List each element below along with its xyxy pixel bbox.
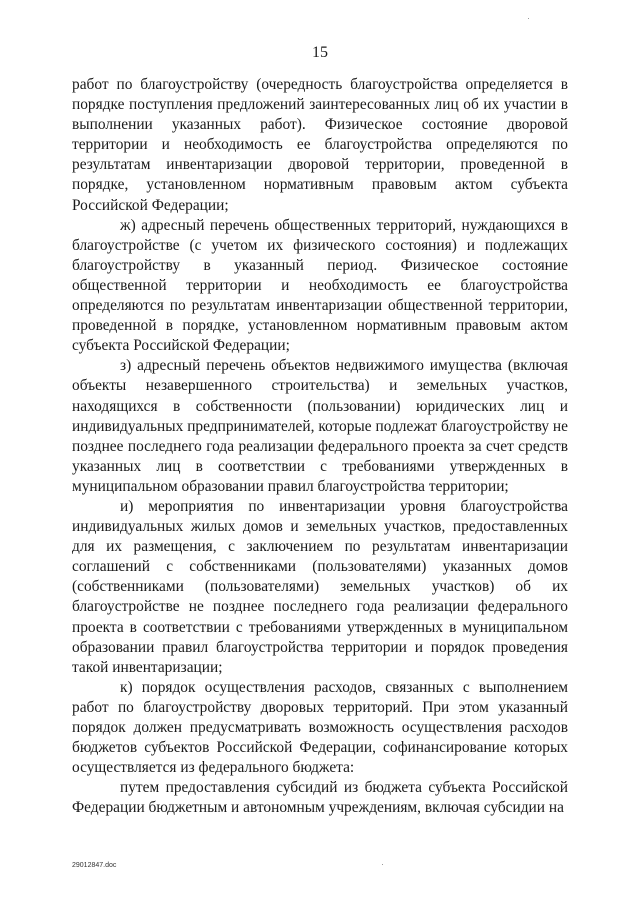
paragraph-zh: ж) адресный перечень общественных территорий, нуждающихся в благоустройстве (с учетом их физического состояния) и подлежащих благоустройству в указанный период. Физическое состояние общественной территории и необходимость ее благоустройства определяются по результатам инвентаризации общественной территории, проведенной в порядке, установленном нормативным правовым актом субъекта Российской Федерации;: [72, 216, 568, 355]
footer-doc-id: 29012847.doc: [72, 862, 117, 869]
paragraph-k: к) порядок осуществления расходов, связанных с выполнением работ по благоустройству дворовых территорий. При этом указанный порядок должен предусматривать возможность осуществления расходов бюджетов субъектов Российской Федерации, софинансирование которых осуществляется из федерального бюджета:: [72, 678, 568, 777]
scan-artifact-dot: [382, 864, 383, 865]
paragraph-continuation: работ по благоустройству (очередность благоустройства определяется в порядке поступления предложений заинтересованных лиц об их участии в выполнении указанных работ). Физическое состояние дворовой территории и необходимость ее благоустройства определяются по результатам инвентаризации дворовой территории, проведенной в порядке, установленном нормативным правовым актом субъекта Российской Федерации;: [72, 76, 568, 214]
page-number: 15: [312, 44, 328, 61]
body-text: [72, 75, 568, 818]
scan-artifact-dot: [528, 18, 529, 19]
paragraph-subsidies: путем предоставления субсидий из бюджета субъекта Российской Федерации бюджетным и автономным учреждениям, включая субсидии на: [72, 779, 568, 817]
paragraph-z: з) адресный перечень объектов недвижимого имущества (включая объекты незавершенного строительства) и земельных участков, находящихся в собственности (пользовании) юридических лиц и индивидуальных предпринимателей, которые подлежат благоустройству не позднее последнего года реализации федерального проекта за счет средств указанных лиц в соответствии с требованиями утвержденных в муниципальном образовании правил благоустройства территории;: [72, 357, 568, 495]
paragraph-i: и) мероприятия по инвентаризации уровня благоустройства индивидуальных жилых домов и земельных участков, предоставленных для их размещения, с заключением по результатам инвентаризации соглашений с собственниками (пользователями) указанных домов (собственниками (пользователями) земельных участков) об их благоустройстве не позднее последнего года реализации федерального проекта в соответствии с требованиями утвержденных в муниципальном образовании правил благоустройства территории и порядок проведения такой инвентаризации;: [72, 497, 568, 676]
